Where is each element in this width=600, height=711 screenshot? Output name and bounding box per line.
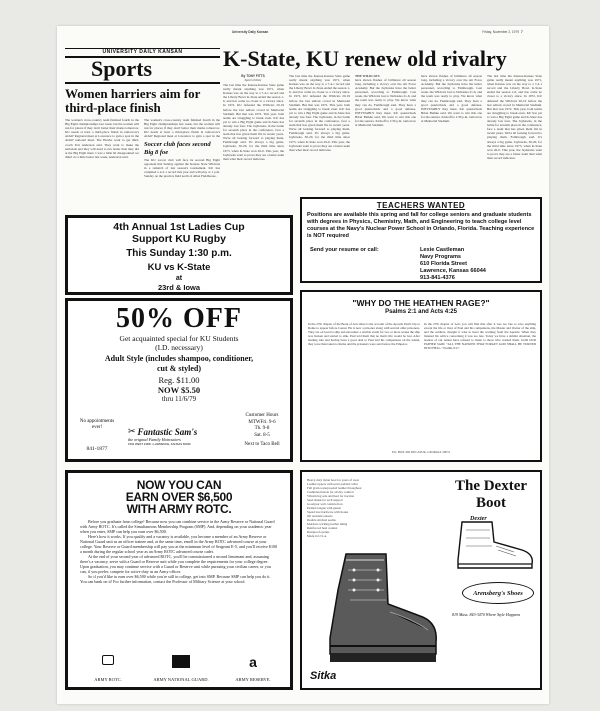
- salon-reg-price: Reg. $11.00: [158, 375, 200, 385]
- salon-sub2: (I.D. necessary): [155, 343, 203, 352]
- heathen-col1: In the 27th chapter of the Book of Acts there is the account of the Apostle Paul's trip to Rome to appear before Caesar. He is now a prisoner along with several other prisoners. They are on board a ship and encounter a terrible storm for two or more weeks the ship was broken and started to sink. Paul told them that no man's life would be lost. After landing safe and having been a good deal to Paul and his companions on the island, they were then taken to Rome and the prisoners were sent before the Emperor.: [308, 322, 420, 346]
- harriers-body: The women's cross-country team finished fourth in the Big Eight championships last week, but the women will run for places if they don't better their marks tomorrow. KU needs at least a third-place finish in tomorrow's AIAW Regional meet at Lawrence to gain a spot in the AIAW national meet. The Hawks want to get third, coach Teri Anderson said. They want to make the nationals and they will need to run better than they did at the Big Eight meet. I was a little bit disappointed we didn't do a little better last week, Anderson said.: [65, 118, 139, 159]
- salon-location: Next to Taco Bell: [244, 442, 280, 447]
- dexter-title: The Dexter Boot: [454, 478, 528, 511]
- rotc-logo1: ARMY ROTC.: [94, 677, 122, 682]
- army-reserve-emblem-icon: a: [249, 654, 257, 670]
- rugby-line1: 4th Annual 1st Ladies Cup: [113, 221, 245, 233]
- teachers-body: Positions are available this spring and fall for college seniors and graduate students with degrees in Physics, Chemistry, Math, and Engineering to teach college level courses at the Navy's Nuclear Power School in Orlando, Florida. Teaching experience is NOT required: [307, 212, 535, 239]
- dexter-feature-8: Speed lace hardware with hooks: [307, 510, 349, 514]
- rotc-logos: [68, 655, 290, 689]
- soccer-headline: Soccer club faces second Big 8 foe: [144, 141, 211, 156]
- rugby-line7: Paid for by Student Activity Fee: [141, 292, 217, 295]
- dexter-feature-9: Oil resistant outsole: [307, 514, 333, 518]
- dexter-feature-1: Leather uppers with sewn padded collar: [307, 482, 358, 486]
- soccer-story: [144, 118, 220, 212]
- dexter-feature-0: Heavy-duty nylon boot for years of wear: [307, 478, 360, 482]
- section-title: Sports: [91, 56, 153, 81]
- dexter-feature-list: [307, 478, 397, 538]
- rotc-headline3: WITH ARMY ROTC.: [126, 502, 232, 516]
- page-number: 7: [521, 30, 523, 34]
- rotc-headline2: EARN OVER $6,500: [125, 490, 233, 504]
- hiking-boot-icon: [324, 550, 442, 670]
- harriers-headline: Women harriers aim for third-place finish: [65, 86, 201, 115]
- rugby-line5: at: [175, 275, 183, 282]
- newspaper-page: [57, 26, 549, 704]
- salon-ad: [65, 298, 293, 462]
- scissors-icon: ✂: [128, 426, 136, 436]
- heathen-ad: [300, 290, 542, 462]
- salon-phone: 841-1877: [86, 446, 108, 452]
- rotc-ad: [65, 470, 293, 690]
- army-rotc-emblem-icon: [102, 655, 114, 665]
- rugby-line3: This Sunday 1:30 p.m.: [126, 248, 232, 259]
- main-story-subhead: THE WILDCATS: [355, 74, 380, 78]
- dexter-feature-5: Steel shank for arch support: [307, 498, 343, 502]
- heathen-title: "WHY DO THE HEATHEN RAGE?": [352, 298, 490, 308]
- sitka-brand: Sitka: [310, 670, 337, 682]
- heathen-signature: P.O. BOX 460 DECATUR, GEORGIA 30031: [391, 450, 451, 454]
- teachers-resume-label: Send your resume or call:: [310, 247, 379, 253]
- salon-sub3: Adult Style (includes shampoo, conditioner,: [104, 354, 254, 363]
- salon-address: 1502 WEST 23RD • LAWRENCE, KANSAS 66046: [128, 442, 191, 446]
- main-story-col4: have shown flashes of brilliance all season long, including a victory over the Air Force Academy. But the Jayhawks have the better personnel, according to Fambrough. Last week, the Wildcats lost to Nebraska 21-6, and the team was ready to play. We know what they can do, Fambrough said. They have a good quarterback and a good defense. INEVITABLY they meet. KU quarterback Brian Bethke said, We want to win this one for the seniors. Kickoff is 1:30 p.m. tomorrow at Memorial Stadium.: [421, 74, 482, 124]
- page-header-date: Friday, November 2, 1979: [482, 30, 519, 34]
- rotc-para4: So if you'd like to earn over $6,500 while you're still in college, get into SMP. Because SMP can help you do it. You can bank on it! For further information, contact the Professor of Military Science at your school.: [80, 574, 271, 584]
- rotc-para1: Before you graduate from college! Because now you can combine service in the Army Reserve or National Guard with Army ROTC. It's called the Simultaneous Membership Program (SMP). And, depending on your academic year when you enter, SMP can help you earn over $6,500.: [80, 519, 275, 534]
- dexter-feature-10: Double stitched seams: [307, 518, 336, 522]
- harriers-body-continued: The women's cross-country team finished fourth in the Big Eight championships last week, but the women will run for places if they don't better their marks tomorrow. KU needs at least a third-place finish in tomorrow's AIAW Regional meet at Lawrence to gain a spot in the: [144, 118, 220, 138]
- teachers-ad: [300, 197, 542, 283]
- dexter-feature-12: Reinforced heel counter: [307, 526, 338, 530]
- rotc-headline1: NOW YOU CAN: [136, 478, 222, 492]
- salon-hours: Customer Hours MTWFri. 9-6 Th. 9-8 Sat. 8-5 Next to Taco Bell: [233, 413, 291, 449]
- heathen-subtitle: Psalms 2:1 and Acts 4:25: [385, 309, 457, 315]
- salon-sub1: Get acquainted special for KU Students: [119, 334, 239, 343]
- main-byline: By TONY FITTS Sports Editor: [241, 74, 265, 82]
- salon-now-price: NOW $5.50: [157, 385, 201, 395]
- salon-brand: Fantastic Sam's: [137, 426, 198, 437]
- teachers-contact: Lexie Castleman Navy Programs 610 Florida Street Lawrence, Kansas 66044 913-841-4376: [420, 247, 486, 281]
- salon-logo: [128, 426, 228, 446]
- dexter-feature-7: Padded tongue with gusset: [307, 506, 342, 510]
- main-story-col2: The last time the Kansas-Kansas State game really meant anything was 1971, when Kansas was on the way to a 7-4-1 record and the Liberty Bowl. K-State ended the season 1-6, and has come no closer to a victory since. In 1972, KU defeated the Wildcats 20-19 before the last sellout crowd in Memorial Stadium. But that was 1972. This year, both teams are struggling to break even. KU has yet to win a Big Eight game and K-State has already lost four. The Jayhawks, in the battle for seventh place in the conference, face a team that has given them fits in recent years. We're all looking forward to playing them, Fambrough said. It's always a big game. Jayhawks, 30-20, for the third time since 1975, when K-State won 26-0. This year, the Jayhawks want to prove they are a better team than what their record indicates.: [289, 74, 350, 152]
- dexter-feature-13: Rustproof eyelets: [307, 530, 330, 534]
- main-story-col1: The last time the Kansas-Kansas State game really meant anything was 1971, when Kansas was on the way to a 7-4-1 record and the Liberty Bowl. K-State ended the season 1-6, and has come no closer to a victory since. In 1972, KU defeated the Wildcats 20-19 before the last sellout crowd in Memorial Stadium. But that was 1972. This year, both teams are struggling to break even. KU has yet to win a Big Eight game and K-State has already lost four. The Jayhawks, in the battle for seventh place in the conference, face a team that has given them fits in recent years. We're all looking forward to playing them, Fambrough said. It's always a big game. Jayhawks, 30-20, for the third time since 1975, when K-State won 26-0. This year, the Jayhawks want to prove they are a better team than what their record indicates.: [223, 83, 284, 161]
- rotc-logo2: ARMY NATIONAL GUARD.: [153, 677, 209, 682]
- main-story-col3: THE WILDCATS have shown flashes of brilliance all season long, including a victory over the Air Force Academy. But the Jayhawks have the better personnel, according to Fambrough. Last week, the Wildcats lost to Nebraska 21-6, and the team was ready to play. We know what they can do, Fambrough said. They have a good quarterback and a good defense. INEVITABLY they meet. KU quarterback Brian Bethke said, We want to win this one for the seniors. Kickoff is 1:30 p.m. tomorrow at Memorial Stadium.: [355, 74, 416, 128]
- arensbergs-logo: Arensberg's Shoes: [462, 582, 534, 604]
- salon-no-appt: No appointments ever!: [79, 419, 115, 430]
- section-label: UNIVERSITY DAILY KANSAN: [102, 49, 183, 55]
- dexter-feature-4: Vibram lug sole and heel for traction: [307, 494, 354, 498]
- rugby-ad: [65, 215, 293, 295]
- rugby-line4: KU vs K-State: [147, 262, 211, 273]
- rugby-line6: 23rd & Iowa: [157, 283, 201, 292]
- sports-section-flag: [65, 48, 220, 84]
- salon-brand-tag: the original Family Haircutters: [128, 437, 181, 442]
- rotc-logo3: ARMY RESERVE.: [235, 677, 271, 682]
- dexter-feature-3: Cushioned insole for all day comfort: [307, 490, 354, 494]
- salon-headline: 50% OFF: [116, 303, 242, 334]
- rotc-para2: Here's how it works. If you qualify and a vacancy is available, you become a member of an Army Reserve or National Guard unit as an officer trainee and, at the same time, enroll in the Army ROTC advanced course at your college. Your Reserve or Guard membership will pay you at the minimum level of Sergeant E-5, and you'll receive $100 a month during the regular school year as an Army ROTC advanced course cadet.: [80, 534, 278, 554]
- main-story-col5: The last time the Kansas-Kansas State game really meant anything was 1971, when Kansas was on the way to a 7-4-1 record and the Liberty Bowl. K-State ended the season 1-6, and has come no closer to a victory since. In 1972, KU defeated the Wildcats 20-19 before the last sellout crowd in Memorial Stadium. But that was 1972. This year, both teams are struggling to break even. KU has yet to win a Big Eight game and K-State has already lost four. The Jayhawks, in the battle for seventh place in the conference, face a team that has given them fits in recent years. We're all looking forward to playing them, Fambrough said. It's always a big game. Jayhawks, 30-20, for the third time since 1975, when K-State won 26-0. This year, the Jayhawks want to prove they are a better team than what their record indicates.: [487, 74, 542, 160]
- dexter-feature-14: Made in U.S.A.: [307, 534, 328, 538]
- dexter-feature-6: Goodyear welt construction: [307, 502, 343, 506]
- main-headline: K-State, KU renew old rivalry: [223, 46, 507, 71]
- salon-thru-date: thru 11/6/79: [161, 395, 197, 403]
- page-header-center: University Daily Kansan: [232, 30, 269, 34]
- dexter-ad: [300, 470, 542, 690]
- soccer-body: The KU soccer club will face its second Big Eight opponent this Sunday against the Kansas State Wildcats in a rematch of last season's tournament. KU has compiled a 4-2-1 record this year and will play at 1 p.m. Sunday on the practice field north of Allen Fieldhouse.: [144, 158, 220, 179]
- dexter-brand-small: Dexter: [470, 516, 487, 522]
- heathen-col2: In the 27th chapter of Acts you will find that after it was too late to save anything except the life or lives of Paul and his companions, the Master and Owner of the ship, and the soldiers, thought it wise to heed the warning from the Apostle. When they listened his advice concerning it was too late. Today we have a similar situation, the leaders of our nation have refused to listen to those who warned them. GOD OUR FATHER SAID: "ALL THE NATIONS THAT FORGET GOD SHALL BE TURNED INTO HELL." Psalms 9:17.: [424, 322, 536, 350]
- rotc-para3: At the end of your second year of advanced ROTC, you'll be commissioned a second lieutenant and, assuming there's a vacancy, serve with a Guard or Reserve unit while you complete the requirements for your college degree. Upon graduation, you may continue service with a Guard or Reserve unit while pursuing your civilian career, or you can, if you prefer, compete for active duty as an Army officer.: [80, 554, 271, 574]
- dexter-boot-icon: [452, 516, 536, 574]
- rugby-line2: Support KU Rugby: [132, 233, 226, 245]
- national-guard-emblem-icon: [172, 655, 190, 668]
- dexter-store-address: 819 Mass. 843-3470 Where Style Happens: [452, 612, 521, 617]
- dexter-feature-2: Full grain waterproofed leather throughout: [307, 486, 362, 490]
- salon-sub4: cut & styled): [157, 364, 201, 373]
- teachers-title: TEACHERS WANTED: [376, 201, 466, 210]
- dexter-feature-11: Moisture wicking leather lining: [307, 522, 348, 526]
